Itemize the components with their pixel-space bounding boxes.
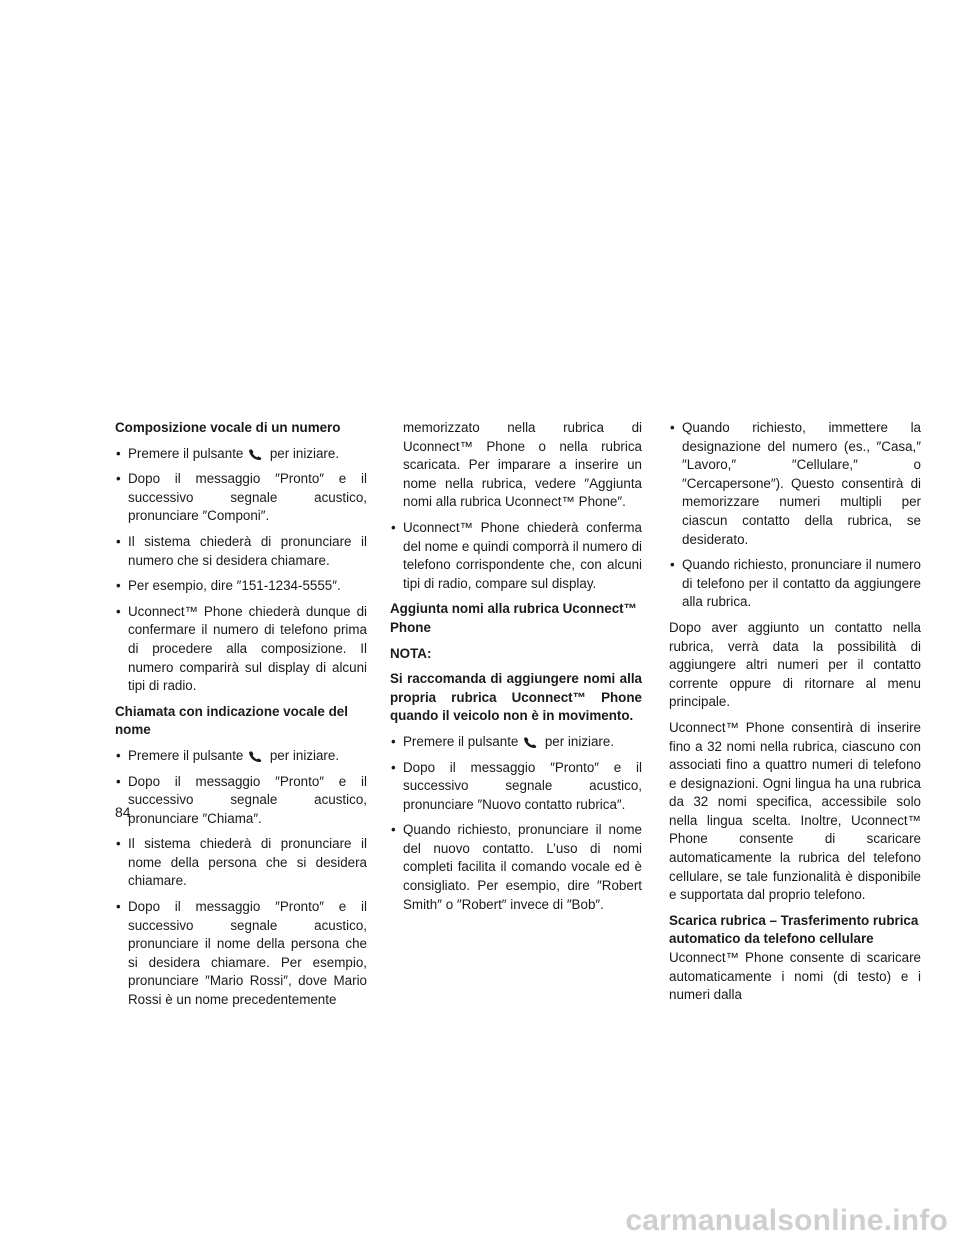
list-item: • Per esempio, dire ″151-1234-5555″. <box>115 577 367 596</box>
column-right <box>669 419 921 1012</box>
list-item <box>115 445 367 464</box>
note-label: NOTA: <box>390 645 432 661</box>
list-item-text: per iniziare. <box>269 445 340 461</box>
column-left <box>115 419 367 1017</box>
list-item: • Dopo il messaggio ″Pronto″ e il successivo segnale acustico, pronunciare ″Nuovo contatto rubrica″. <box>390 759 642 815</box>
section-heading-add-names: Aggiunta nomi alla rubrica Uconnect™ Phone <box>390 601 638 635</box>
list-item: • Quando richiesto, pronunciare il nome del nuovo contatto. L’uso di nomi completi facilita il comando vocale ed è consigliato. Per esempio, dire ″Robert Smith″ o ″Robert″ invece di ″Bob″. <box>390 821 642 914</box>
note-text: Si raccomanda di aggiungere nomi alla propria rubrica Uconnect™ Phone quando il veicolo non è in movimento. <box>390 671 642 724</box>
column-middle <box>390 419 642 921</box>
paragraph: Dopo aver aggiunto un contatto nella rubrica, verrà data la possibilità di aggiungere altri numeri per il contatto corrente oppure di ritornare al menu principale. <box>669 619 921 710</box>
list-item: • Uconnect™ Phone chiederà dunque di confermare il numero di telefono prima di procedere alla composizione. Il numero comparirà sul display di alcuni tipi di radio. <box>115 603 367 696</box>
list-item-continued: memorizzato nella rubrica di Uconnect™ Phone o nella rubrica scaricata. Per imparare a inserire un nome nella rubrica, vedere ″Aggiunta nomi alla rubrica Uconnect™ Phone″. <box>403 420 642 510</box>
paragraph: Uconnect™ Phone consentirà di inserire fino a 32 nomi nella rubrica, ciascuno con associati fino a quattro numeri di telefono e designazioni. Ogni lingua ha una rubrica da 32 nomi specifica, accessibile solo nella lingua scelta. Inoltre, Uconnect™ Phone consente di scaricare automaticamente la rubrica del telefono cellulare, se tale funzionalità è disponibile e supportata dal proprio telefono. <box>669 719 921 903</box>
page-number: 84 <box>115 804 131 820</box>
section-heading-name-dial: Chiamata con indicazione vocale del nome <box>115 703 348 738</box>
list-item: • Uconnect™ Phone chiederà conferma del nome e quindi comporrà il numero di telefono corrispondente che, con alcuni tipi di radio, compare sul display. <box>390 519 642 593</box>
list-item-text: per iniziare. <box>544 733 615 749</box>
list-item: • Quando richiesto, immettere la designazione del numero (es., ″Casa,″ ″Lavoro,″ ″Cellulare,″ o ″Cercapersone″). Questo consentirà di memorizzare numeri multipli per ciascun contatto della rubrica, se desiderato. <box>669 419 921 549</box>
list-item-text: Premere il pulsante <box>128 747 244 763</box>
list-item: • Il sistema chiederà di pronunciare il numero che si desidera chiamare. <box>115 533 367 570</box>
list-item: • Dopo il messaggio ″Pronto″ e il successivo segnale acustico, pronunciare ″Chiama″. <box>115 773 367 829</box>
list-item-text: Premere il pulsante <box>403 733 519 749</box>
section-heading-download-phonebook: Scarica rubrica – Trasferimento rubrica automatico da telefono cellulare <box>669 912 919 947</box>
phone-icon <box>522 736 541 748</box>
list-item-text: Premere il pulsante <box>128 445 244 461</box>
phone-icon <box>247 448 266 460</box>
section-heading-voice-dial: Composizione vocale di un numero <box>115 420 341 435</box>
watermark: carmanualsonline.info <box>625 1204 948 1237</box>
list-item <box>115 747 367 766</box>
list-item <box>390 733 642 752</box>
list-item: • Dopo il messaggio ″Pronto″ e il successivo segnale acustico, pronunciare ″Componi″. <box>115 470 367 526</box>
list-item: • Il sistema chiederà di pronunciare il nome della persona che si desidera chiamare. <box>115 835 367 891</box>
list-item-text: per iniziare. <box>269 747 340 763</box>
list-item: • Dopo il messaggio ″Pronto″ e il successivo segnale acustico, pronunciare il nome della persona che si desidera chiamare. Per esempio, pronunciare ″Mario Rossi″, dove Mario Rossi è un nome precedentemente <box>115 898 367 1010</box>
paragraph: Uconnect™ Phone consente di scaricare automaticamente i nomi (di testo) e i numeri dalla <box>669 950 921 1003</box>
list-item: • Quando richiesto, pronunciare il numero di telefono per il contatto da aggiungere alla rubrica. <box>669 556 921 612</box>
phone-icon <box>247 750 266 762</box>
